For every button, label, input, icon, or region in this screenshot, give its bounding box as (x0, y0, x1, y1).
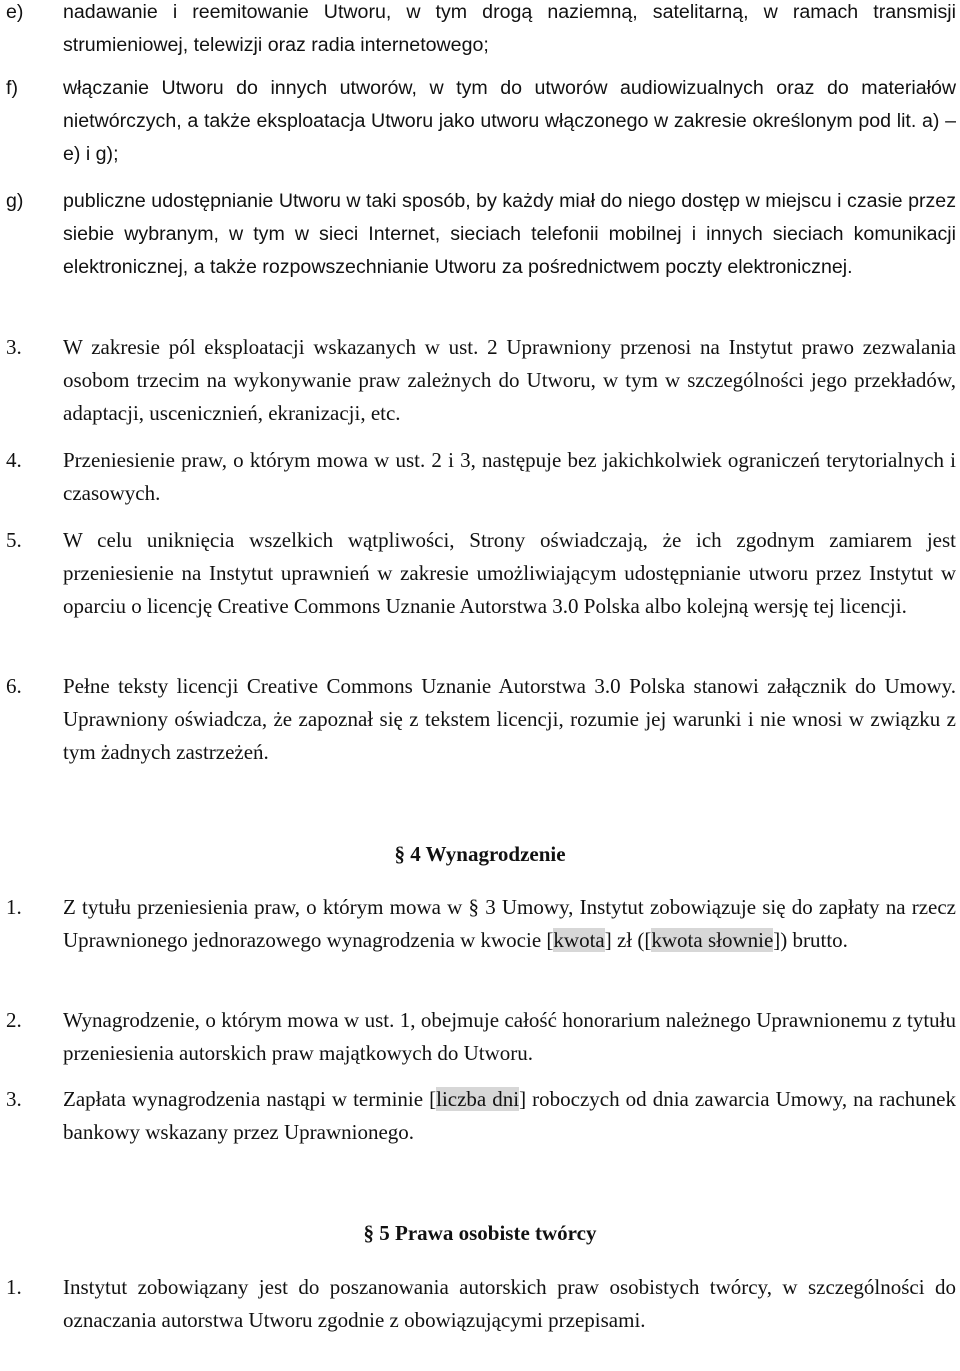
paragraph-text: W celu uniknięcia wszelkich wątpliwości, Strony oświadczają, że ich zgodnym zamiarem jest przeniesienie na Instytut uprawnień w zakresie umożliwiającym udostępnianie utworu przez Instytut w oparciu o licencję Creative Commons Uznanie Autorstwa 3.0 Polska albo kolejną wersję tej licencji. (63, 528, 956, 618)
paragraph-number: 5. (6, 528, 22, 552)
section-5-heading: § 5 Prawa osobiste twórcy (363, 1221, 597, 1245)
section-4-paragraph-1 (6, 891, 956, 957)
paragraph-number: 6. (6, 674, 22, 698)
section-5-paragraph-1 (6, 1271, 956, 1337)
paragraph-3 (6, 331, 956, 430)
paragraph-number: 4. (6, 448, 22, 472)
list-item-e (6, 0, 956, 62)
amount-in-words-field[interactable]: kwota słownie (651, 928, 774, 952)
paragraph-text: Przeniesienie praw, o którym mowa w ust. 2 i 3, następuje bez jakichkolwiek ograniczeń terytorialnych i czasowych. (63, 448, 956, 505)
paragraph-text: Instytut zobowiązany jest do poszanowania autorskich praw osobistych twórcy, w szczególności do oznaczania autorstwa Utworu zgodnie z obowiązującymi przepisami. (63, 1275, 956, 1332)
list-item-text: włączanie Utworu do innych utworów, w tym do utworów audiowizualnych oraz do materiałów nietwórczych, a także eksploatacja Utworu jako utworu włączonego w zakresie określonym pod lit. a) – e) i g); (63, 77, 956, 165)
paragraph-4 (6, 444, 956, 510)
list-marker: f) (6, 77, 18, 99)
list-marker: e) (6, 1, 24, 23)
paragraph-text: Pełne teksty licencji Creative Commons Uznanie Autorstwa 3.0 Polska stanowi załącznik do Umowy. Uprawniony oświadcza, że zapoznał się z tekstem licencji, rozumie jej warunki i nie wnosi w związku z tym żadnych zastrzeżeń. (63, 674, 956, 764)
paragraph-text: Wynagrodzenie, o którym mowa w ust. 1, obejmuje całość honorarium należnego Uprawnionemu z tytułu przeniesienia autorskich praw majątkowych do Utworu. (63, 1008, 956, 1065)
list-item-text: nadawanie i reemitowanie Utworu, w tym drogą naziemną, satelitarną, w ramach transmisji strumieniowej, telewizji oraz radia internetowego; (63, 1, 956, 56)
paragraph-number: 1. (6, 1275, 22, 1299)
section-4-paragraph-2 (6, 1004, 956, 1070)
section-4-paragraph-3 (6, 1083, 956, 1149)
paragraph-number: 1. (6, 895, 22, 919)
paragraph-number: 3. (6, 335, 22, 359)
paragraph-number: 2. (6, 1008, 22, 1032)
paragraph-6 (6, 670, 956, 769)
section-4-heading: § 4 Wynagrodzenie (394, 842, 566, 866)
list-item-f (6, 72, 956, 171)
amount-field[interactable]: kwota (553, 928, 605, 952)
paragraph-text: Z tytułu przeniesienia praw, o którym mowa w § 3 Umowy, Instytut zobowiązuje się do zapłaty na rzecz Uprawnionego jednorazowego wynagrodzenia w kwocie [kwota] zł ([kwota słownie]) brutto. (63, 895, 956, 952)
days-field[interactable]: liczba dni (436, 1087, 520, 1111)
list-marker: g) (6, 190, 24, 212)
paragraph-text: W zakresie pól eksploatacji wskazanych w ust. 2 Uprawniony przenosi na Instytut prawo zezwalania osobom trzecim na wykonywanie praw zależnych do Utworu, w tym w szczególności jego przekładów, adaptacji, uscenicznień, ekranizacji, etc. (63, 335, 956, 425)
list-item-text: publiczne udostępnianie Utworu w taki sposób, by każdy miał do niego dostęp w miejscu i czasie przez siebie wybranym, w tym w sieci Internet, sieciach telefonii mobilnej i innych sieciach komunikacji elektronicznej, a także rozpowszechnianie Utworu za pośrednictwem poczty elektronicznej. (63, 190, 956, 278)
paragraph-number: 3. (6, 1087, 22, 1111)
paragraph-text: Zapłata wynagrodzenia nastąpi w terminie [liczba dni] roboczych od dnia zawarcia Umowy, na rachunek bankowy wskazany przez Uprawnionego. (63, 1087, 956, 1144)
list-item-g (6, 185, 956, 284)
paragraph-5 (6, 524, 956, 623)
